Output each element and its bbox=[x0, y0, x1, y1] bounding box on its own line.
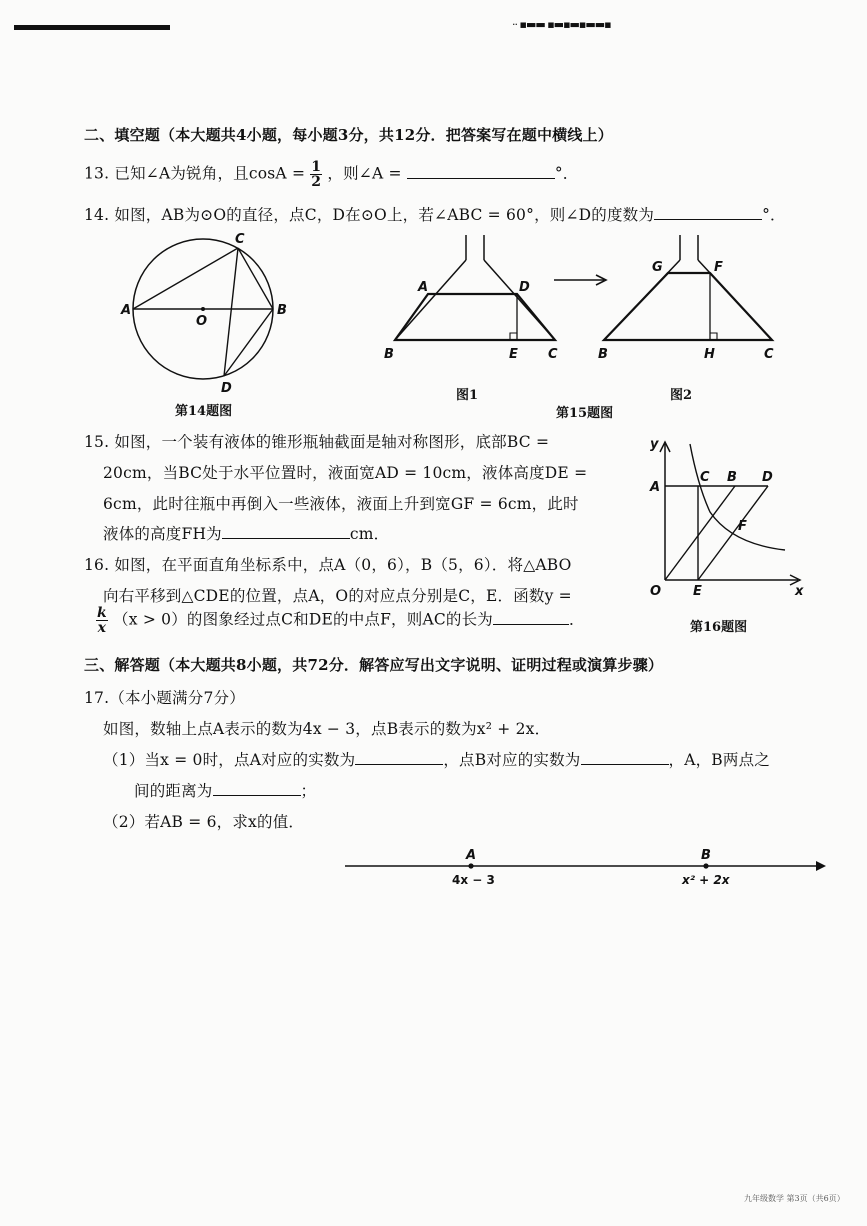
fig1-label-b: B bbox=[384, 347, 394, 362]
fig1-label-d: D bbox=[519, 280, 530, 295]
q17-label-b: B bbox=[701, 848, 711, 863]
chord-bd bbox=[224, 309, 273, 376]
fig1-label-a: A bbox=[418, 280, 429, 295]
q16-label-b: B bbox=[727, 470, 737, 485]
q16-line3-text: （x > 0）的图象经过点C和DE的中点F，则AC的长为 bbox=[113, 610, 494, 629]
q16-label-o: O bbox=[650, 584, 662, 599]
q15-line4a: 液体的高度FH为 bbox=[103, 525, 222, 543]
q17-value-b: x² + 2x bbox=[682, 873, 730, 887]
q14-tail: °． bbox=[762, 206, 786, 224]
q15-answer-blank[interactable] bbox=[222, 523, 350, 539]
q14-label-o: O bbox=[196, 314, 208, 329]
q15-line-4 bbox=[103, 522, 389, 544]
hyperbola-curve bbox=[690, 444, 785, 550]
section3-heading: 三、解答题（本大题共8小题，共72分．解答应写出文字说明、证明过程或演算步骤） bbox=[84, 656, 664, 674]
question-14 bbox=[84, 203, 786, 225]
q17-part-1 bbox=[103, 748, 770, 770]
q15-figure-1 bbox=[380, 230, 570, 365]
q15-fig1-caption: 图1 bbox=[456, 388, 479, 403]
fig2-label-f: F bbox=[714, 260, 723, 275]
q14-label-b: B bbox=[277, 303, 287, 318]
q17-label-a: A bbox=[466, 848, 477, 863]
fig2-label-h: H bbox=[704, 347, 715, 362]
fig2-label-b: B bbox=[598, 347, 608, 362]
section2-heading: 二、填空题（本大题共4小题，每小题3分，共12分．把答案写在题中横线上） bbox=[84, 126, 613, 144]
q16-label-f: F bbox=[738, 519, 747, 534]
q16-tail: ． bbox=[569, 610, 585, 629]
fig2-label-c: C bbox=[764, 347, 774, 362]
q14-text: 14. 如图，AB为⊙O的直径，点C，D在⊙O上，若∠ABC = 60°，则∠D的度数为 bbox=[84, 206, 655, 224]
point-b bbox=[703, 863, 708, 868]
q15-fig2-caption: 图2 bbox=[670, 388, 693, 403]
question-13 bbox=[84, 160, 578, 189]
q17-blank-a[interactable] bbox=[355, 749, 443, 765]
q16-frac-den: x bbox=[97, 620, 107, 636]
q13-tail: °． bbox=[554, 164, 579, 183]
q16-label-y: y bbox=[650, 437, 659, 452]
q16-label-d: D bbox=[762, 470, 773, 485]
q15-line4b: cm． bbox=[349, 525, 390, 543]
q14-circle-figure bbox=[118, 228, 298, 400]
q13-part2: ，则∠A = bbox=[327, 164, 402, 183]
q14-label-a: A bbox=[121, 303, 132, 318]
q16-frac-num: k bbox=[97, 605, 107, 621]
q17-part-2: （2）若AB = 6，求x的值． bbox=[103, 813, 305, 831]
chord-cd bbox=[224, 248, 238, 376]
liquid-fill bbox=[395, 294, 555, 340]
q16-coordinate-figure bbox=[640, 432, 815, 602]
q16-label-x: x bbox=[795, 584, 804, 599]
q13-frac-num: 1 bbox=[311, 159, 322, 175]
q17-title: 17.（本小题满分7分） bbox=[84, 689, 245, 707]
fig1-label-c: C bbox=[548, 347, 558, 362]
q16-label-a: A bbox=[650, 480, 661, 495]
liquid-fill-2 bbox=[604, 273, 772, 340]
q16-line-2: 向右平移到△CDE的位置，点A，O的对应点分别是C，E．函数y = bbox=[103, 587, 572, 605]
center-dot bbox=[201, 307, 205, 311]
q17-stem: 如图，数轴上点A表示的数为4x − 3，点B表示的数为x² + 2x． bbox=[103, 720, 551, 738]
q17-number-line bbox=[340, 842, 830, 892]
q17-blank-b[interactable] bbox=[581, 749, 669, 765]
q17-p1c: ，A，B两点之 bbox=[668, 751, 770, 769]
q17-p1a: （1）当x = 0时，点A对应的实数为 bbox=[103, 751, 356, 769]
q13-part1: 13. 已知∠A为锐角，且cosA = bbox=[84, 164, 306, 183]
q15-line-3: 6cm，此时往瓶中再倒入一些液体，液面上升到宽GF = 6cm，此时 bbox=[103, 495, 579, 513]
q16-label-c: C bbox=[700, 470, 710, 485]
q13-frac-den: 2 bbox=[311, 174, 322, 190]
q17-part-1-cont bbox=[134, 779, 316, 801]
fig1-label-e: E bbox=[509, 347, 518, 362]
q15-line-1: 15. 如图，一个装有液体的锥形瓶轴截面是轴对称图形，底部BC = bbox=[84, 433, 550, 451]
fig2-label-g: G bbox=[652, 260, 663, 275]
q16-line-1: 16. 如图，在平面直角坐标系中，点A（0，6），B（5，6）．将△ABO bbox=[84, 556, 572, 574]
q16-line-3 bbox=[96, 606, 585, 635]
point-a bbox=[468, 863, 473, 868]
chord-ac bbox=[133, 248, 238, 309]
q17-p1d: 间的距离为 bbox=[134, 782, 213, 800]
q16-caption: 第16题图 bbox=[690, 620, 748, 635]
q15-line-2: 20cm，当BC处于水平位置时，液面宽AD = 10cm，液体高度DE = bbox=[103, 464, 588, 482]
scan-code: ·· ▪▬▬ ▪▬▪▬▪▬▬▪ bbox=[512, 18, 611, 31]
q16-answer-blank[interactable] bbox=[493, 609, 569, 625]
q16-label-e: E bbox=[693, 584, 702, 599]
header-bar bbox=[14, 25, 170, 30]
q14-label-c: C bbox=[235, 232, 245, 247]
q15-figure-2 bbox=[592, 230, 787, 365]
q14-caption: 第14题图 bbox=[175, 404, 233, 419]
q13-fraction bbox=[310, 160, 322, 189]
chord-cb bbox=[238, 248, 273, 309]
q15-caption: 第15题图 bbox=[556, 406, 614, 421]
q16-fraction bbox=[96, 606, 108, 635]
q13-answer-blank[interactable] bbox=[407, 163, 555, 179]
q17-value-a: 4x − 3 bbox=[452, 873, 495, 887]
page-footer: 九年级数学 第3页（共6页） bbox=[744, 1194, 845, 1203]
q14-label-d: D bbox=[221, 381, 232, 396]
q17-blank-c[interactable] bbox=[213, 780, 301, 796]
q17-p1e: ； bbox=[300, 782, 317, 800]
q14-answer-blank[interactable] bbox=[654, 204, 762, 220]
q17-p1b: ，点B对应的实数为 bbox=[443, 751, 581, 769]
